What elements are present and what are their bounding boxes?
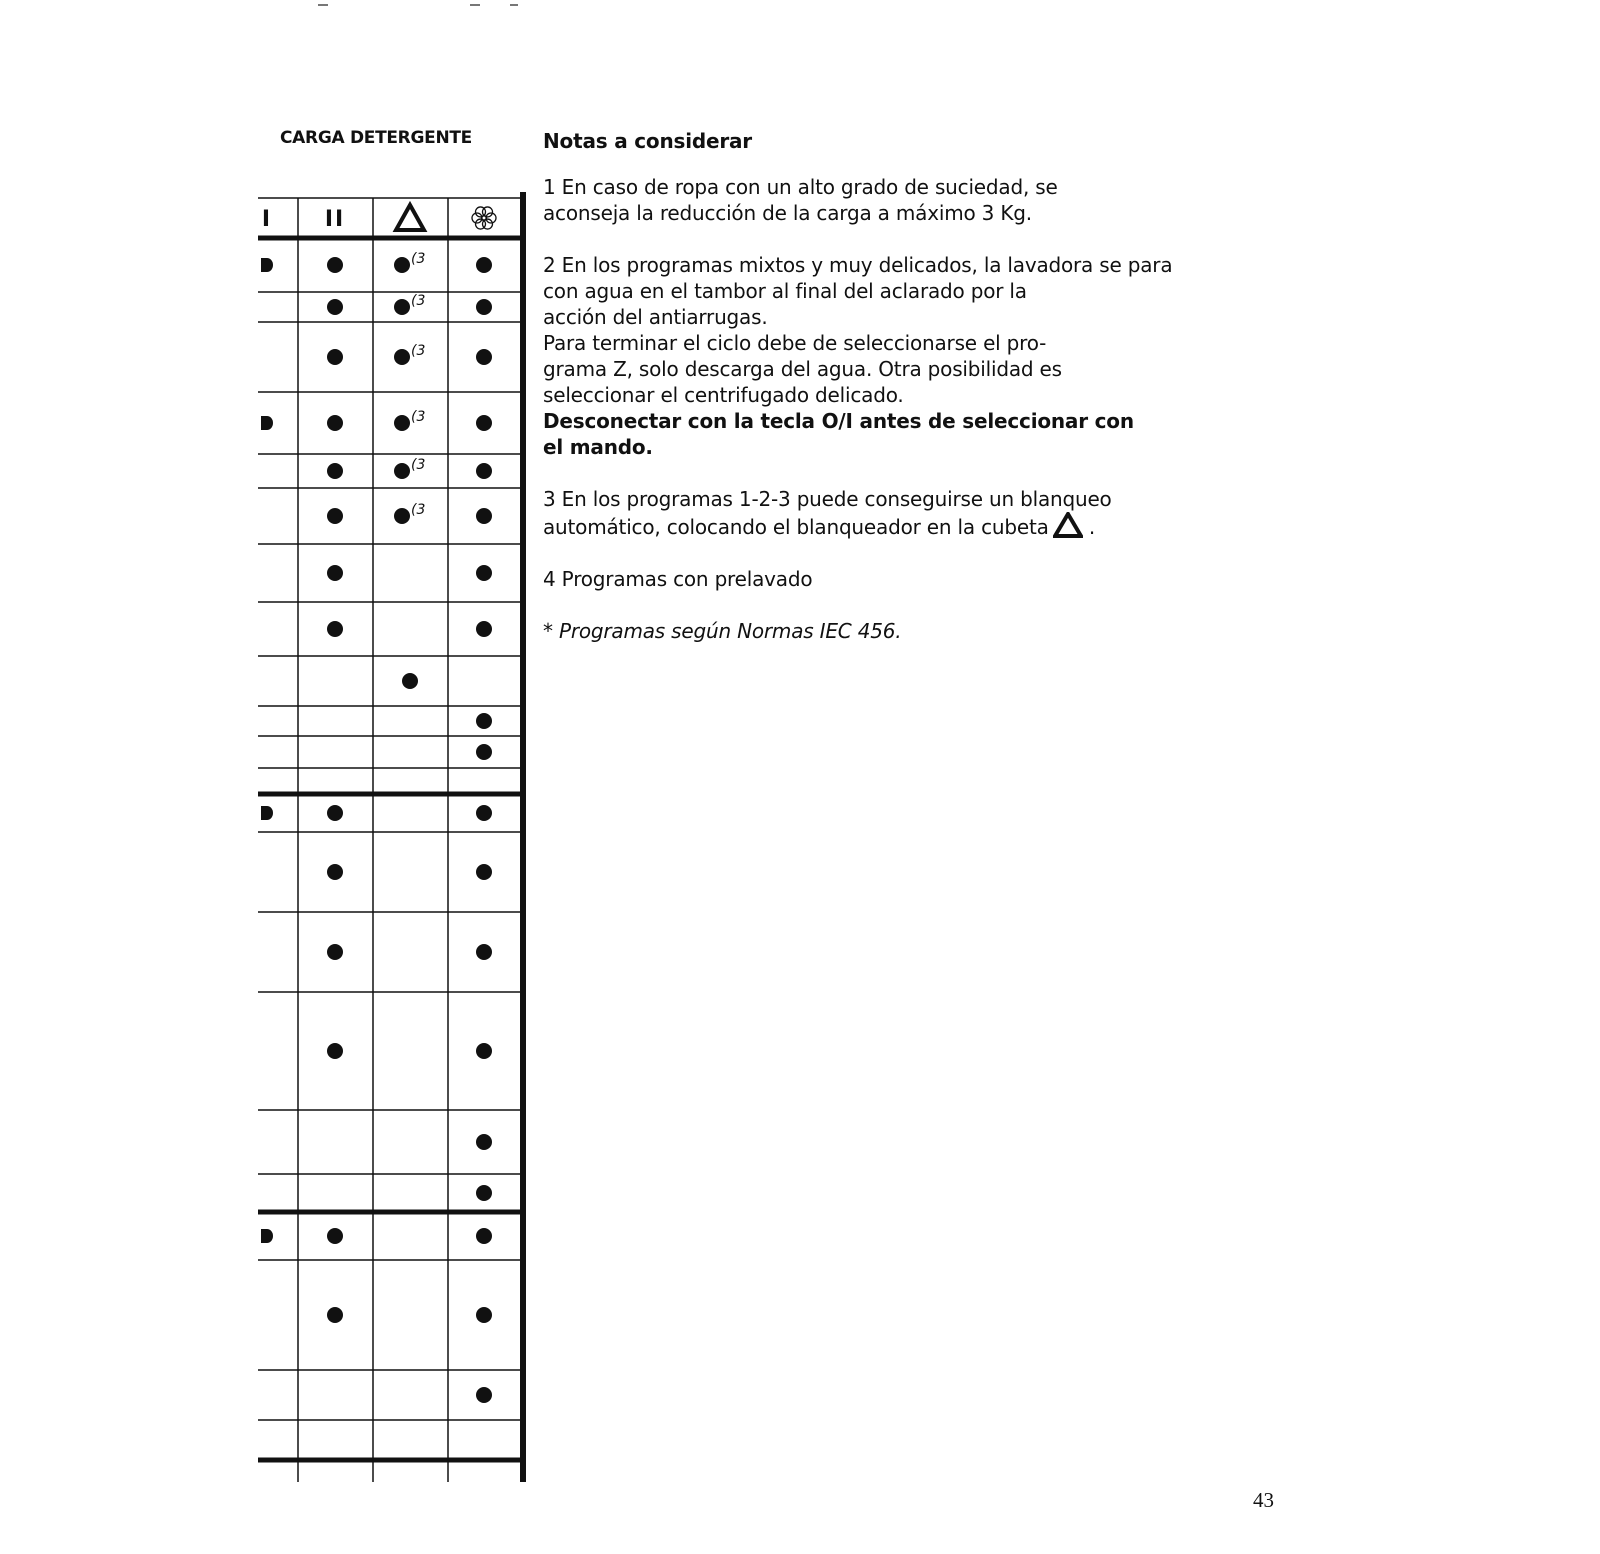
table-dot [476, 944, 492, 960]
table-footnote-mark: (3 [411, 502, 426, 518]
table-dot [327, 621, 343, 637]
header-compartment-ii: II [324, 207, 346, 232]
table-dot [327, 1228, 343, 1244]
table-dot [476, 257, 492, 273]
table-dot [476, 415, 492, 431]
footnote: * Programas según Normas IEC 456. [543, 619, 902, 643]
bleach-triangle-icon [1053, 512, 1083, 538]
table-dot [476, 349, 492, 365]
note-line: grama Z, solo descarga del agua. Otra posibilidad es [543, 357, 1062, 381]
table-dot [476, 508, 492, 524]
table-dot [327, 864, 343, 880]
note-line: 3 En los programas 1-2-3 puede conseguirse un blanqueo [543, 487, 1112, 511]
table-footnote-mark: (3 [411, 293, 426, 309]
table-dot [476, 864, 492, 880]
table-dot [476, 565, 492, 581]
note-line: Para terminar el ciclo debe de seleccionarse el pro- [543, 331, 1047, 355]
table-dot [476, 744, 492, 760]
table-dot [327, 508, 343, 524]
table-dot [327, 257, 343, 273]
flower-icon [486, 213, 496, 223]
notes-heading: Notas a considerar [543, 129, 752, 153]
table-dot [476, 1185, 492, 1201]
table-dot [327, 463, 343, 479]
table-dot [394, 463, 410, 479]
table-dot [476, 713, 492, 729]
detergent-table [258, 192, 528, 1482]
flower-icon [472, 213, 482, 223]
note-line: 1 En caso de ropa con un alto grado de suciedad, se [543, 175, 1058, 199]
note-3 [543, 486, 1183, 540]
note-line: 4 Programas con prelavado [543, 567, 813, 591]
table-title: CARGA DETERGENTE [280, 128, 472, 148]
note-line [543, 512, 1183, 540]
table-dot [394, 257, 410, 273]
note-warning-line: el mando. [543, 435, 653, 459]
note-line: 2 En los programas mixtos y muy delicados, la lavadora se para [543, 253, 1173, 277]
note-line: acción del antiarrugas. [543, 305, 768, 329]
table-dot-half [261, 806, 273, 820]
table-dot [476, 1387, 492, 1403]
note-2 [543, 252, 1183, 460]
table-dot [476, 621, 492, 637]
table-dot [476, 1134, 492, 1150]
table-dot [394, 415, 410, 431]
note-text: automático, colocando el blanqueador en la cubeta [543, 515, 1049, 539]
table-footnote-mark: (3 [411, 457, 426, 473]
table-dot [327, 944, 343, 960]
table-dot [476, 1043, 492, 1059]
note-1 [543, 174, 1183, 226]
note-line: con agua en el tambor al final del aclarado por la [543, 279, 1027, 303]
page-number: 43 [1253, 1488, 1274, 1512]
table-dot [476, 299, 492, 315]
note-4 [543, 566, 1183, 592]
table-dot [476, 463, 492, 479]
header-compartment-i: I [261, 207, 271, 232]
scan-artifact [470, 4, 480, 6]
table-dot [394, 299, 410, 315]
table-dot [476, 805, 492, 821]
table-dot [476, 1307, 492, 1323]
bleach-triangle-icon [396, 205, 424, 230]
table-footnote-mark: (3 [411, 409, 426, 425]
table-footnote-mark: (3 [411, 343, 426, 359]
table-dot [327, 299, 343, 315]
table-dot [327, 805, 343, 821]
note-line: aconseja la reducción de la carga a máximo 3 Kg. [543, 201, 1032, 225]
table-dot [394, 349, 410, 365]
note-text: . [1088, 515, 1096, 539]
notes-section [543, 128, 1183, 644]
scan-artifact [318, 4, 328, 6]
scan-artifact [510, 4, 518, 6]
table-dot [394, 508, 410, 524]
table-dot-half [261, 1229, 273, 1243]
table-dot [327, 1307, 343, 1323]
table-footnote-mark: (3 [411, 251, 426, 267]
table-dot-half [261, 416, 273, 430]
table-dot [327, 415, 343, 431]
note-line: seleccionar el centrifugado delicado. [543, 383, 904, 407]
table-dot [327, 565, 343, 581]
note-warning-line: Desconectar con la tecla O/I antes de seleccionar con [543, 409, 1134, 433]
table-dot [402, 673, 418, 689]
table-dot [476, 1228, 492, 1244]
table-dot [327, 349, 343, 365]
table-dot [327, 1043, 343, 1059]
table-dot-half [261, 258, 273, 272]
